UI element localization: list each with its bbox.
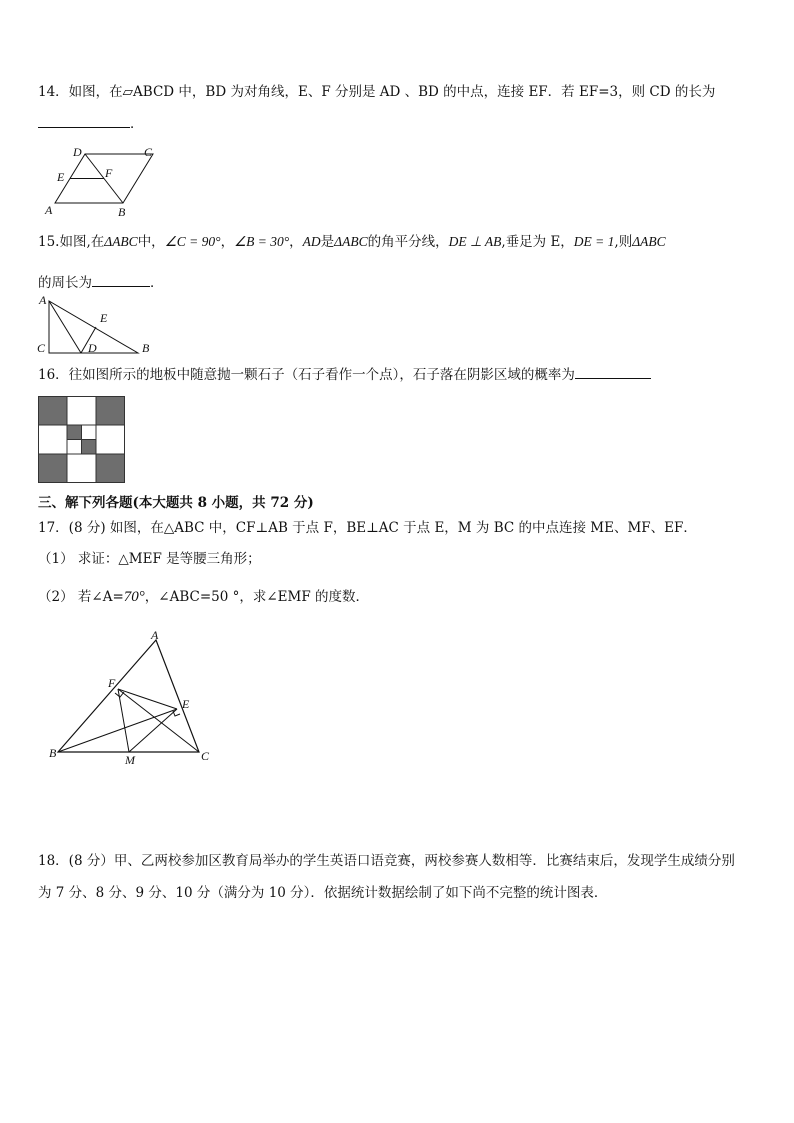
q15-sep1: ， bbox=[220, 234, 235, 250]
q17-part2-a: （2） 若∠A= bbox=[38, 589, 124, 605]
q18-line1: 18．(8 分）甲、乙两校参加区教育局举办的学生英语口语竞赛，两校参赛人数相等．比赛结束后，发现学生成绩分别 bbox=[38, 853, 735, 869]
q15-part2: 中， bbox=[137, 234, 165, 250]
label-m: M bbox=[125, 753, 135, 767]
q17-part2-b: ，∠ABC=50 °，求∠EMF 的度数． bbox=[144, 589, 370, 605]
q16-answer-blank[interactable] bbox=[575, 364, 651, 379]
q15-ad: AD bbox=[302, 234, 321, 249]
q16-floor-grid-figure bbox=[38, 396, 126, 484]
q16-text: 16．往如图所示的地板中随意抛一颗石子（石子看作一个点），石子落在阴影区域的概率为 bbox=[38, 367, 575, 383]
q15-part3: 是 bbox=[320, 234, 335, 250]
segment-me bbox=[129, 709, 177, 752]
q15-triangle-figure bbox=[34, 292, 158, 360]
q18-line2: 为 7 分、8 分、9 分、10 分（满分为 10 分）．依据统计数据绘制了如下尚不完整的统计图表． bbox=[38, 885, 608, 901]
label-d: D bbox=[73, 145, 82, 159]
section-3-title: 三、解下列各题(本大题共 8 小题，共 72 分) bbox=[38, 495, 314, 511]
q15-part5: ,垂足为 E， bbox=[501, 234, 574, 250]
q17-part1: （1） 求证：△MEF 是等腰三角形； bbox=[38, 551, 261, 567]
q15-triangle-1: ΔABC bbox=[104, 234, 138, 249]
q17-text: 17．(8 分) 如图，在△ABC 中，CF⊥AB 于点 F，BE⊥AC 于点 E，M 为 BC 的中点连接 ME、MF、EF． bbox=[38, 520, 697, 536]
q17-angle-value: 70° bbox=[123, 589, 145, 605]
q14-parallelogram-figure bbox=[36, 143, 166, 221]
label-c: C bbox=[201, 749, 210, 763]
label-b: B bbox=[118, 205, 126, 219]
shaded-cell bbox=[82, 440, 97, 455]
shaded-cell bbox=[39, 454, 67, 482]
q15-angle-c: ∠C = 90° bbox=[164, 234, 221, 249]
q15-perp: DE ⊥ AB bbox=[448, 234, 502, 249]
q15-de: DE = 1 bbox=[573, 234, 615, 249]
q15-tail: ． bbox=[150, 275, 164, 291]
q15-line2-text: 的周长为 bbox=[38, 275, 92, 291]
q15-angle-b: ∠B = 30° bbox=[234, 234, 290, 249]
segment-ad bbox=[49, 301, 81, 353]
label-e: E bbox=[182, 697, 190, 711]
label-a: A bbox=[45, 203, 53, 217]
label-b: B bbox=[49, 746, 57, 760]
shaded-cell bbox=[67, 425, 82, 440]
label-f: F bbox=[105, 166, 113, 180]
label-b: B bbox=[142, 341, 150, 355]
shaded-cell bbox=[96, 454, 124, 482]
label-c: C bbox=[144, 145, 153, 159]
q15-text bbox=[38, 233, 666, 251]
q14-answer-blank[interactable] bbox=[38, 113, 130, 128]
q17-triangle-figure bbox=[44, 626, 224, 772]
q15-part6: ,则 bbox=[614, 234, 633, 250]
label-a: A bbox=[151, 628, 159, 642]
q15-line2 bbox=[38, 272, 164, 292]
q15-part1: 15.如图,在 bbox=[38, 234, 105, 250]
label-f: F bbox=[108, 676, 116, 690]
q15-triangle-3: ΔABC bbox=[632, 234, 666, 249]
segment-mf bbox=[118, 689, 129, 752]
segment-ef bbox=[118, 689, 177, 709]
label-d: D bbox=[88, 341, 97, 355]
label-c: C bbox=[37, 341, 46, 355]
q15-answer-blank[interactable] bbox=[92, 272, 150, 287]
label-e: E bbox=[100, 311, 108, 325]
shaded-cell bbox=[96, 397, 124, 425]
q15-part4: 的角平分线， bbox=[367, 234, 449, 250]
q15-triangle-2: ΔABC bbox=[334, 234, 368, 249]
q17-part2 bbox=[38, 588, 369, 606]
label-e: E bbox=[57, 170, 65, 184]
q16-line bbox=[38, 364, 651, 384]
q15-sep2: ， bbox=[289, 234, 303, 250]
q14-text: 14．如图，在▱ABCD 中，BD 为对角线，E、F 分别是 AD 、BD 的中点，连接 EF．若 EF=3，则 CD 的长为 bbox=[38, 84, 716, 100]
q14-tail: ． bbox=[130, 116, 144, 132]
label-a: A bbox=[39, 293, 47, 307]
shaded-cell bbox=[39, 397, 67, 425]
q14-answer-line bbox=[38, 113, 144, 133]
segment-be bbox=[58, 709, 177, 752]
